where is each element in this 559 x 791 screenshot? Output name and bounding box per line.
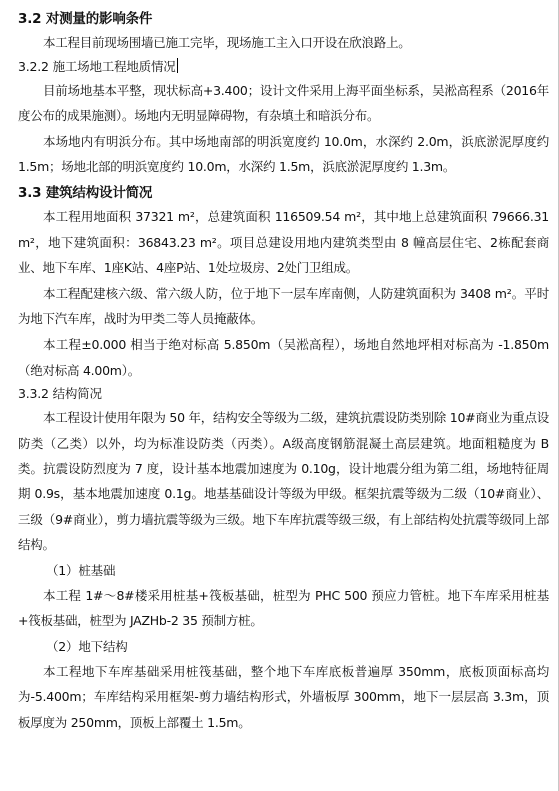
section-3-3-paragraph-3[interactable]: 本工程±0.000 相当于绝对标高 5.850m（吴淞高程），场地自然地坪相对标高为 -1.850m（绝对标高 4.00m）。 xyxy=(18,336,549,378)
section-3-2-2-heading-text: 3.2.2 施工场地工程地质情况 xyxy=(18,58,176,74)
section-3-2-2-paragraph-2[interactable]: 本场地内有明浜分布。其中场地南部的明浜宽度约 10.0m，水深约 2.0m，浜底淤泥厚度约 1.5m；场地北部的明浜宽度约 10.0m，水深约 1.5m，浜底淤泥厚度约 1.3m。 xyxy=(18,133,549,175)
section-3-3-paragraph-1[interactable]: 本工程用地面积 37321 m²，总建筑面积 116509.54 m²，其中地上总建筑面积 79666.31 m²，地下建筑面积：36843.23 m²。项目总建设用地内建筑类型由 8 幢高层住宅、2栋配套商业、地下车库、1座K站、4座P站、1处垃圾房、2处门卫组成。 xyxy=(18,208,549,276)
underground-structure-heading: （2）地下结构 xyxy=(46,638,128,654)
section-3-2-2-paragraph-1[interactable]: 目前场地基本平整，现状标高+3.400；设计文件采用上海平面坐标系，吴淞高程系（2016年度公布的成果施测）。场地内无明显障碍物，有杂填土和暗浜分布。 xyxy=(18,82,549,124)
pile-foundation-paragraph[interactable]: 本工程 1#～8#楼采用桩基+筏板基础，桩型为 PHC 500 预应力管桩。地下车库采用桩基+筏板基础，桩型为 JAZHb-2 35 预制方桩。 xyxy=(18,587,549,629)
section-3-2-heading: 3.2 对测量的影响条件 xyxy=(18,11,153,27)
section-3-3-paragraph-2[interactable]: 本工程配建核六级、常六级人防，位于地下一层车库南侧，人防建筑面积为 3408 m²。平时为地下汽车库，战时为甲类二等人员掩蔽体。 xyxy=(18,285,549,327)
pile-foundation-heading: （1）桩基础 xyxy=(46,562,116,578)
section-3-2-2-heading[interactable] xyxy=(18,56,549,78)
underground-structure-paragraph[interactable]: 本工程地下车库基础采用桩筏基础，整个地下车库底板普遍厚 350mm，底板顶面标高均为-5.400m；车库结构采用框架-剪力墙结构形式，外墙板厚 300mm，地下一层层高 3.3m，顶板厚度为 250mm，顶板上部覆土 1.5m。 xyxy=(18,663,549,730)
section-3-3-2-heading: 3.3.2 结构简况 xyxy=(18,386,102,402)
section-3-2-paragraph[interactable]: 本工程目前现场围墙已施工完毕，现场施工主入口开设在欣浪路上。 xyxy=(43,35,411,50)
text-cursor xyxy=(177,58,178,73)
section-3-3-2-paragraph[interactable]: 本工程设计使用年限为 50 年，结构安全等级为二级，建筑抗震设防类别除 10#商业为重点设防类（乙类）以外，均为标准设防类（丙类）。A级高度钢筋混凝土高层建筑。地面粗糙度为 B 类。抗震设防烈度为 7 度，设计基本地震加速度为 0.10g，设计地震分组为第二组，场地特征周期 0.9s，基本地震加速度 0.1g。地基基础设计等级为甲级。框架抗震等级为二级（10#商业）、三级（9#商业），剪力墙抗震等级为三级。地下车库抗震等级三级，有上部结构处抗震等级同上部结构。 xyxy=(18,410,549,553)
section-3-3-heading: 3.3 建筑结构设计简况 xyxy=(18,184,153,201)
